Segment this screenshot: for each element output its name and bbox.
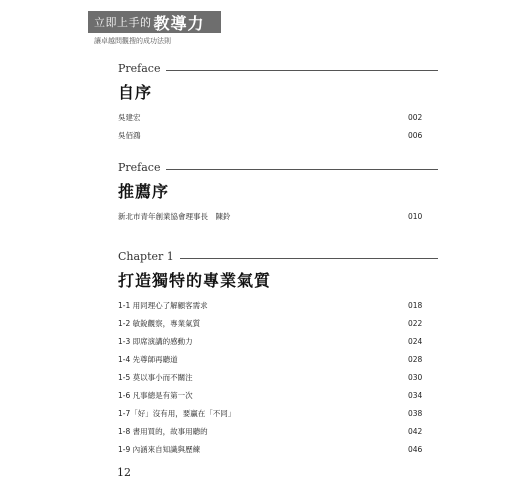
section-heading: 推薦序 <box>118 182 170 201</box>
section-heading: 打造獨特的專業氣質 <box>118 271 272 290</box>
book-title-banner <box>88 11 221 33</box>
toc-entry[interactable] <box>118 369 438 387</box>
toc-section-preface-author <box>118 62 438 145</box>
toc-entry[interactable] <box>118 441 438 459</box>
toc-entry-page: 018 <box>408 301 423 310</box>
toc-entry-title: 1-2 敏銳觀察，專業氣質 <box>118 319 201 328</box>
book-subtitle: 讓卓越問觀搜的成功法則 <box>94 37 171 45</box>
toc-entry-title: 1-8 書用買的，故事用聽的 <box>118 427 208 436</box>
toc-entry[interactable] <box>118 297 438 315</box>
toc-entry[interactable] <box>118 423 438 441</box>
toc-entry-page: 038 <box>408 409 423 418</box>
section-label: Preface <box>118 62 166 75</box>
toc-entry-page: 030 <box>408 373 423 382</box>
toc-entry-page: 042 <box>408 427 423 436</box>
toc-entry[interactable] <box>118 127 438 145</box>
toc-entry-title: 1-3 即席演講的感動力 <box>118 337 193 346</box>
toc-entry-title: 新北市青年創業協會理事長 陳鈴 <box>118 212 231 221</box>
toc-entry-page: 034 <box>408 391 423 400</box>
toc-entry-title: 1-7「好」沒有用，要贏在「不同」 <box>118 409 236 418</box>
toc-entry[interactable] <box>118 387 438 405</box>
toc-entry-page: 028 <box>408 355 423 364</box>
toc-entry[interactable] <box>118 333 438 351</box>
page-number: 12 <box>117 466 131 479</box>
toc-entry-title: 1-9 內涵來自知識與歷練 <box>118 445 201 454</box>
section-label: Chapter 1 <box>118 250 180 263</box>
toc-entry-title: 吳佰鴻 <box>118 131 141 140</box>
toc-entry-page: 046 <box>408 445 423 454</box>
toc-entry-title: 1-5 莫以事小而不關注 <box>118 373 193 382</box>
toc-entry-page: 002 <box>408 113 423 122</box>
toc-section-preface-recommend <box>118 161 438 226</box>
book-title-big: 教導力 <box>153 13 205 33</box>
toc-entry-title: 1-6 凡事總是有第一次 <box>118 391 193 400</box>
toc-entry[interactable] <box>118 315 438 333</box>
toc-entry-page: 006 <box>408 131 423 140</box>
toc-section-chapter-1 <box>118 250 438 459</box>
toc-entry-title: 1-1 用同理心了解顧客需求 <box>118 301 208 310</box>
toc-entry-page: 022 <box>408 319 423 328</box>
section-heading: 自序 <box>118 83 153 102</box>
book-title-small: 立即上手的 <box>94 16 152 29</box>
toc-entry[interactable] <box>118 208 438 226</box>
toc-entry-page: 010 <box>408 212 423 221</box>
section-label: Preface <box>118 161 166 174</box>
toc-entry-title: 1-4 先尊師再聽道 <box>118 355 178 364</box>
toc-entry[interactable] <box>118 351 438 369</box>
toc-entry-page: 024 <box>408 337 423 346</box>
toc-entry-title: 吳建宏 <box>118 113 141 122</box>
toc-entry[interactable] <box>118 109 438 127</box>
toc-entry[interactable] <box>118 405 438 423</box>
